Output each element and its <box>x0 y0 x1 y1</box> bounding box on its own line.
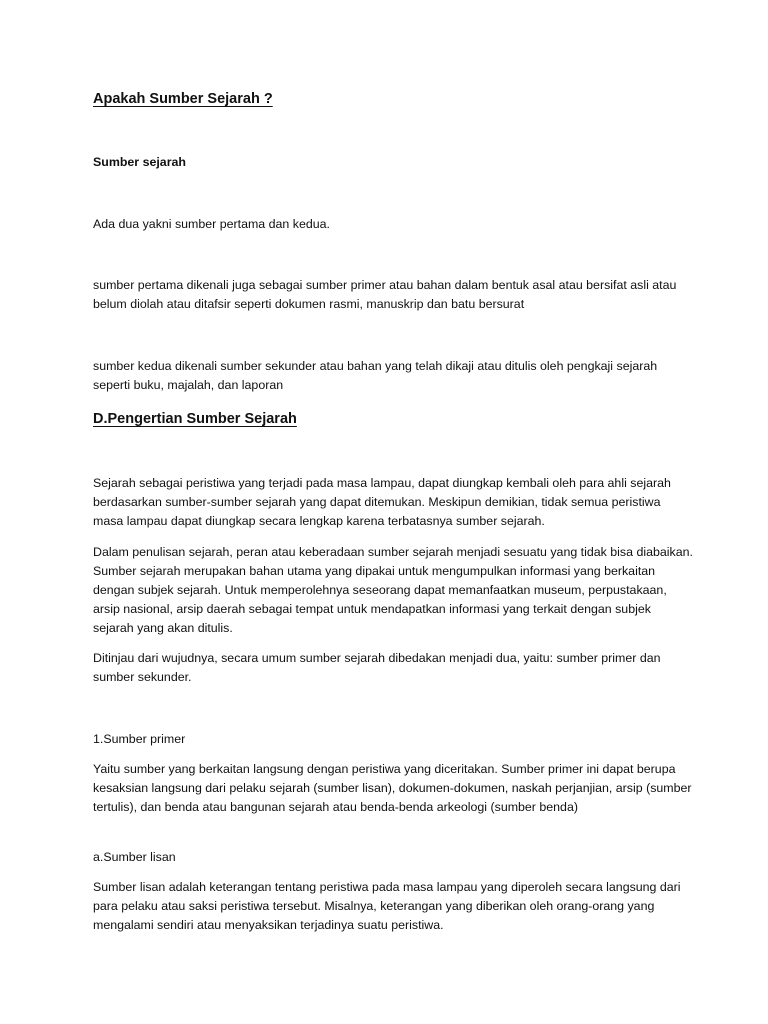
paragraph-wujud-sumber: Ditinjau dari wujudnya, secara umum sumber sejarah dibedakan menjadi dua, yaitu: sumber primer dan sumber sekunder. <box>93 651 661 684</box>
paragraph-sumber-pertama: sumber pertama dikenali juga sebagai sumber primer atau bahan dalam bentuk asal atau bersifat asli atau belum diolah atau ditafsir seperti dokumen rasmi, manuskrip dan batu bersurat <box>93 278 677 311</box>
paragraph-penulisan-sejarah: Dalam penulisan sejarah, peran atau keberadaan sumber sejarah menjadi sesuatu yang tidak bisa diabaikan. Sumber sejarah merupakan bahan utama yang dipakai untuk mengumpulkan informasi yang berkaitan dengan subjek sejarah. Untuk memperolehnya seseorang dapat memanfaatkan museum, perpustakaan, arsip nasional, arsip daerah sebagai tempat untuk mendapatkan informasi yang terkait dengan subjek sejarah yang akan ditulis. <box>93 545 693 635</box>
heading-pengertian-sumber-sejarah: D.Pengertian Sumber Sejarah <box>93 411 297 427</box>
heading-apakah-sumber-sejarah: Apakah Sumber Sejarah ? <box>93 91 273 107</box>
paragraph-sumber-kedua: sumber kedua dikenali sumber sekunder atau bahan yang telah dikaji atau ditulis oleh pengkaji sejarah seperti buku, majalah, dan laporan <box>93 359 658 392</box>
subheading-sumber-primer: 1.Sumber primer <box>93 732 186 746</box>
paragraph-sejarah-peristiwa: Sejarah sebagai peristiwa yang terjadi pada masa lampau, dapat diungkap kembali oleh para ahli sejarah berdasarkan sumber-sumber sejarah yang dapat ditemukan. Meskipun demikian, tidak semua peristiwa masa lampau dapat diungkap secara lengkap karena terbatasnya sumber sejarah. <box>93 476 671 528</box>
paragraph-sumber-lisan: Sumber lisan adalah keterangan tentang peristiwa pada masa lampau yang diperoleh secara langsung dari para pelaku atau saksi peristiwa tersebut. Misalnya, keterangan yang diberikan oleh orang-orang yang mengalami sendiri atau menyaksikan terjadinya suatu peristiwa. <box>93 880 681 932</box>
paragraph-dua-sumber: Ada dua yakni sumber pertama dan kedua. <box>93 217 330 231</box>
subheading-sumber-lisan: a.Sumber lisan <box>93 850 176 864</box>
label-sumber-sejarah: Sumber sejarah <box>93 155 186 169</box>
paragraph-sumber-primer: Yaitu sumber yang berkaitan langsung dengan peristiwa yang diceritakan. Sumber primer ini dapat berupa kesaksian langsung dari pelaku sejarah (sumber lisan), dokumen-dokumen, naskah perjanjian, arsip (sumber tertulis), dan benda atau bangunan sejarah atau benda-benda arkeologi (sumber benda) <box>93 762 692 814</box>
